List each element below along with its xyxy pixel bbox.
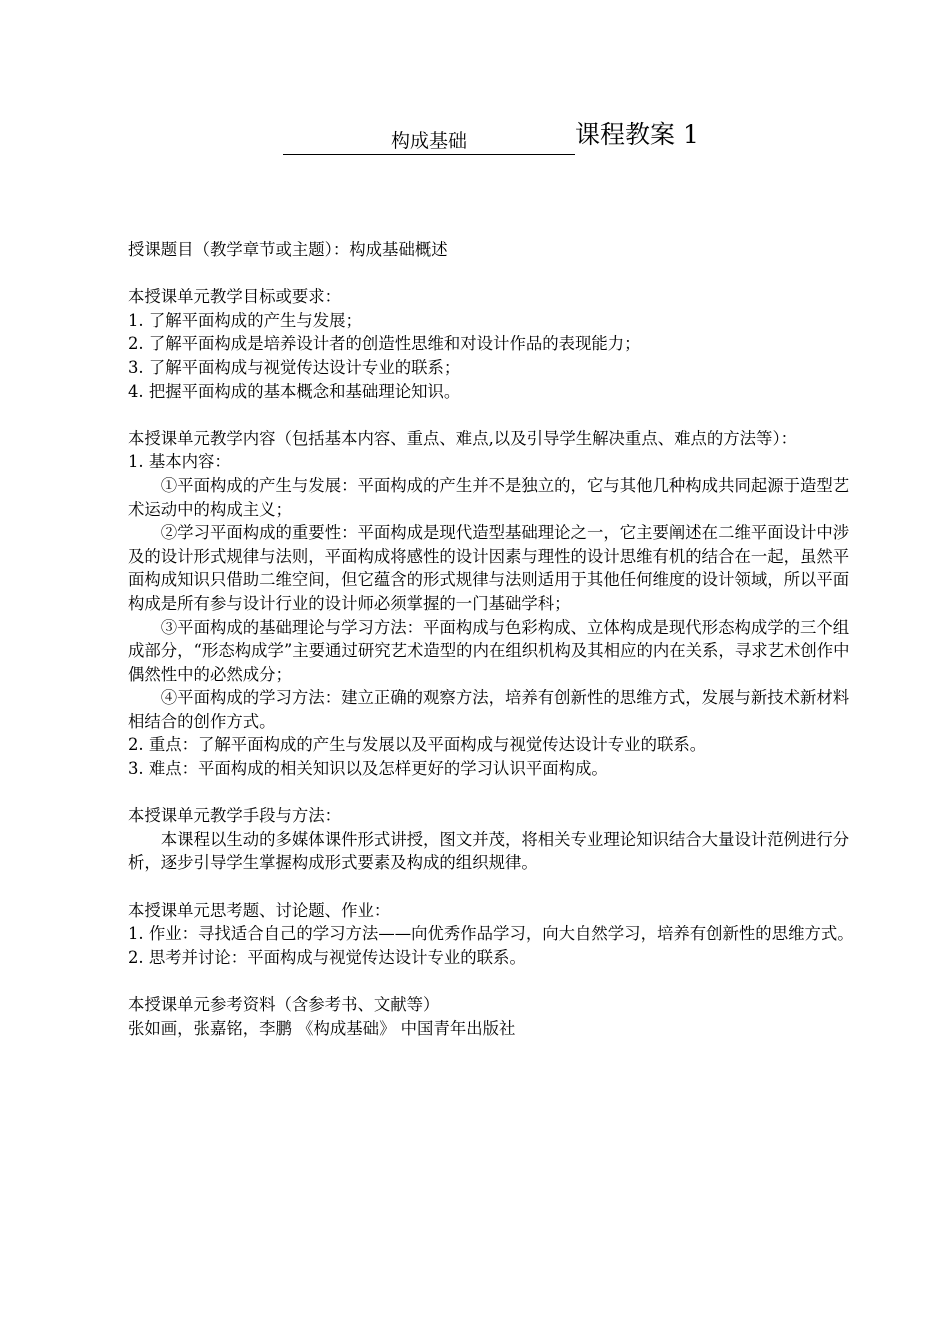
basic-content-label: 1. 基本内容： [128,452,231,472]
document-header [283,116,713,156]
references-text: 张如画，张嘉铭，李鹏 《构成基础》 中国青年出版社 [128,1018,516,1038]
spacer [128,403,854,427]
spacer [128,262,854,286]
homework-item: 1. 作业：寻找适合自己的学习方法——向优秀作品学习，向大自然学习，培养有创新性的思维方式。 [128,924,854,944]
key-point: 2. 重点：了解平面构成的产生与发展以及平面构成与视觉传达设计专业的联系。 [128,735,707,755]
homework-heading: 本授课单元思考题、讨论题、作业： [128,900,391,920]
content-heading: 本授课单元教学内容（包括基本内容、重点、难点,以及引导学生解决重点、难点的方法等）： [128,428,798,448]
references-heading: 本授课单元参考资料（含参考书、文献等） [128,995,440,1014]
content-paragraph: ②学习平面构成的重要性：平面构成是现代造型基础理论之一，它主要阐述在二维平面设计中涉及的设计形式规律与法则，平面构成将感性的设计因素与理性的设计思维有机的结合在一起，虽然平面构成知识只借助二维空间，但它蕴含的形式规律与法则适用于其他任何维度的设计领域，所以平面构成是所有参与设计行业的设计师必须掌握的一门基础学科； [128,523,850,613]
spacer [128,875,854,899]
spacer [128,781,854,805]
difficulty: 3. 难点：平面构成的相关知识以及怎样更好的学习认识平面构成。 [128,759,608,779]
objectives-heading: 本授课单元教学目标或要求： [128,287,342,307]
objective-item: 2. 了解平面构成是培养设计者的创造性思维和对设计作品的表现能力； [128,334,641,354]
objective-item: 3. 了解平面构成与视觉传达设计专业的联系； [128,357,461,377]
objective-item: 4. 把握平面构成的基本概念和基础理论知识。 [128,381,461,401]
subject-title: 构成基础 [283,130,575,155]
topic-line: 授课题目（教学章节或主题）：构成基础概述 [128,240,448,259]
methods-text: 本课程以生动的多媒体课件形式讲授，图文并茂，将相关专业理论知识结合大量设计范例进行分析，逐步引导学生掌握构成形式要素及构成的组织规律。 [128,829,850,873]
homework-item: 2. 思考并讨论：平面构成与视觉传达设计专业的联系。 [128,947,526,967]
methods-heading: 本授课单元教学手段与方法： [128,806,342,826]
objective-item: 1. 了解平面构成的产生与发展； [128,310,362,330]
spacer [128,969,854,993]
content-paragraph: ④平面构成的学习方法：建立正确的观察方法，培养有创新性的思维方式，发展与新技术新材料相结合的创作方式。 [128,688,850,731]
content-paragraph: ①平面构成的产生与发展：平面构成的产生并不是独立的，它与其他几种构成共同起源于造型艺术运动中的构成主义； [128,475,850,519]
document-title: 课程教案 1 [575,120,699,149]
content-paragraph: ③平面构成的基础理论与学习方法：平面构成与色彩构成、立体构成是现代形态构成学的三个组成部分，“形态构成学”主要通过研究艺术造型的内在组织机构及其相应的内在关系，寻求艺术创作中偶然性中的必然成分； [128,617,850,684]
document-body [128,238,854,1040]
